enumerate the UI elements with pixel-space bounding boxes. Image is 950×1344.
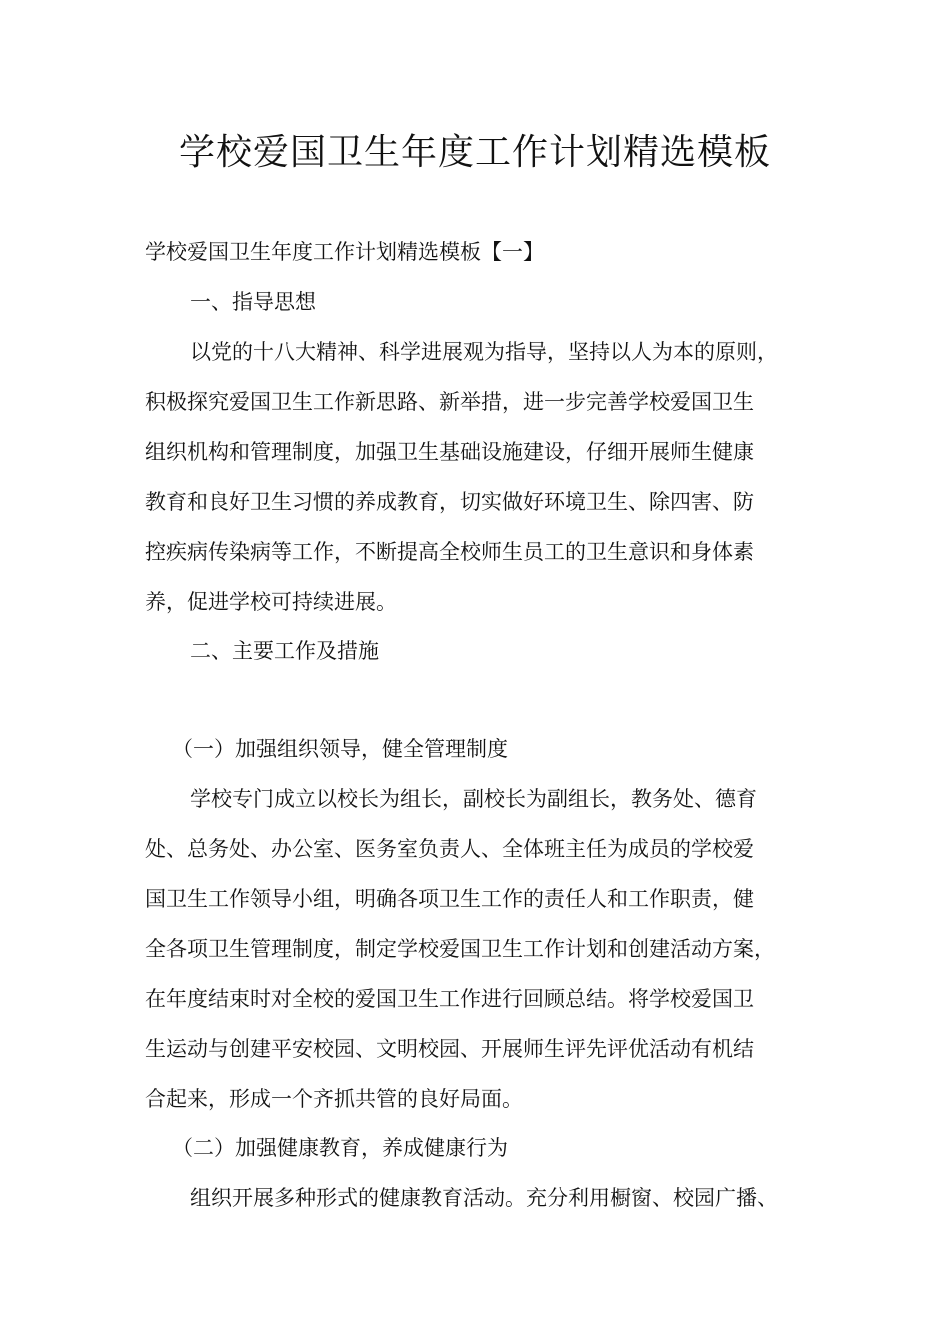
sub1-line-4: 全各项卫生管理制度，制定学校爱国卫生工作计划和创建活动方案， [145,937,775,961]
sub1-heading: （一）加强组织领导，健全管理制度 [172,737,508,761]
sub1-line-5: 在年度结束时对全校的爱国卫生工作进行回顾总结。将学校爱国卫 [145,987,754,1011]
section1-heading: 一、指导思想 [190,290,316,314]
section1-line-3: 组织机构和管理制度，加强卫生基础设施建设，仔细开展师生健康 [145,440,754,464]
sub1-line-2: 处、总务处、办公室、医务室负责人、全体班主任为成员的学校爱 [145,837,754,861]
section1-line-5: 控疾病传染病等工作，不断提高全校师生员工的卫生意识和身体素 [145,540,754,564]
sub1-line-3: 国卫生工作领导小组，明确各项卫生工作的责任人和工作职责，健 [145,887,754,911]
sub1-line-6: 生运动与创建平安校园、文明校园、开展师生评先评优活动有机结 [145,1037,754,1061]
section1-line-2: 积极探究爱国卫生工作新思路、新举措，进一步完善学校爱国卫生 [145,390,754,414]
document-subtitle: 学校爱国卫生年度工作计划精选模板【一】 [145,240,544,264]
sub1-line-7: 合起来，形成一个齐抓共管的良好局面。 [145,1087,523,1111]
sub2-line-1: 组织开展多种形式的健康教育活动。充分利用橱窗、校园广播、 [190,1186,778,1210]
sub2-heading: （二）加强健康教育，养成健康行为 [172,1136,508,1160]
section2-heading: 二、主要工作及措施 [190,639,379,663]
document-title: 学校爱国卫生年度工作计划精选模板 [178,132,771,173]
section1-line-1: 以党的十八大精神、科学进展观为指导，坚持以人为本的原则， [190,340,778,364]
section1-line-6: 养，促进学校可持续进展。 [145,590,397,614]
section1-line-4: 教育和良好卫生习惯的养成教育，切实做好环境卫生、除四害、防 [145,490,754,514]
sub1-line-1: 学校专门成立以校长为组长，副校长为副组长，教务处、德育 [190,787,757,811]
